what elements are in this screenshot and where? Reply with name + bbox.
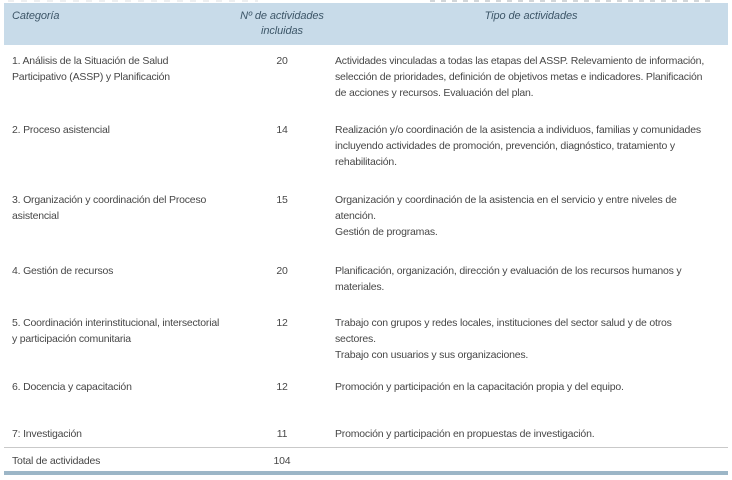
category-cell: 2. Proceso asistencial <box>12 124 110 136</box>
table-row <box>4 307 728 371</box>
table-row <box>4 114 728 184</box>
type-cell <box>334 255 728 307</box>
count-cell: 14 <box>276 124 288 136</box>
count-cell: 12 <box>276 381 288 393</box>
type-paragraph: Actividades vinculadas a todas las etapas del ASSP. Relevamiento de información, selección de prioridades, definición de objetivos metas e indicadores. Planificación de acciones y recursos. Evaluación del plan. <box>335 55 705 99</box>
type-paragraph: Realización y/o coordinación de la asistencia a individuos, familias y comunidades incluyendo actividades de promoción, prevención, diagnóstico, tratamiento y rehabilitación. <box>335 124 701 168</box>
cropped-caption-remnant-left <box>8 0 258 2</box>
table-row <box>4 45 728 114</box>
type-paragraph: Promoción y participación en propuestas de investigación. <box>335 428 595 440</box>
type-paragraph: Trabajo con grupos y redes locales, instituciones del sector salud y de otros sectores. <box>335 317 672 345</box>
count-cell: 20 <box>276 265 288 277</box>
type-paragraph: Gestión de programas. <box>335 226 438 238</box>
total-label: Total de actividades <box>4 448 230 472</box>
total-row <box>4 448 728 472</box>
count-cell: 20 <box>276 55 288 67</box>
table-row <box>4 184 728 255</box>
count-cell: 11 <box>276 428 288 440</box>
category-cell: 4. Gestión de recursos <box>12 265 114 277</box>
activities-categories-table <box>4 3 728 471</box>
category-cell: 7: Investigación <box>12 428 82 440</box>
column-header-tipo-actividades: Tipo de actividades <box>334 3 728 45</box>
column-header-categoria: Categoría <box>4 3 230 45</box>
table-row <box>4 418 728 448</box>
type-cell <box>334 371 728 418</box>
type-paragraph: Trabajo con usuarios y sus organizaciones. <box>335 349 529 361</box>
type-paragraph: Planificación, organización, dirección y evaluación de los recursos humanos y materiales. <box>335 265 682 293</box>
table-row <box>4 371 728 418</box>
count-cell: 12 <box>276 317 288 329</box>
type-cell <box>334 307 728 371</box>
type-paragraph: Promoción y participación en la capacitación propia y del equipo. <box>335 381 624 393</box>
table-header <box>4 3 728 45</box>
category-cell: 5. Coordinación interinstitucional, intersectorial y participación comunitaria <box>12 317 220 345</box>
category-cell: 3. Organización y coordinación del Proceso asistencial <box>12 194 207 222</box>
type-paragraph: Organización y coordinación de la asistencia en el servicio y entre niveles de atención. <box>335 194 677 222</box>
count-cell: 15 <box>276 194 288 206</box>
table-bottom-rule <box>4 471 728 475</box>
category-cell: 1. Análisis de la Situación de Salud Participativo (ASSP) y Planificación <box>12 55 170 83</box>
table-row <box>4 255 728 307</box>
column-header-num-actividades: Nº de actividades incluidas <box>230 3 334 45</box>
type-cell <box>334 418 728 448</box>
category-cell: 6. Docencia y capacitación <box>12 381 132 393</box>
cropped-caption-remnant-right <box>430 0 715 2</box>
type-cell <box>334 45 728 114</box>
total-value: 104 <box>230 448 334 472</box>
type-cell <box>334 114 728 184</box>
type-cell <box>334 184 728 255</box>
activities-table <box>4 3 728 475</box>
total-empty-cell <box>334 448 728 472</box>
